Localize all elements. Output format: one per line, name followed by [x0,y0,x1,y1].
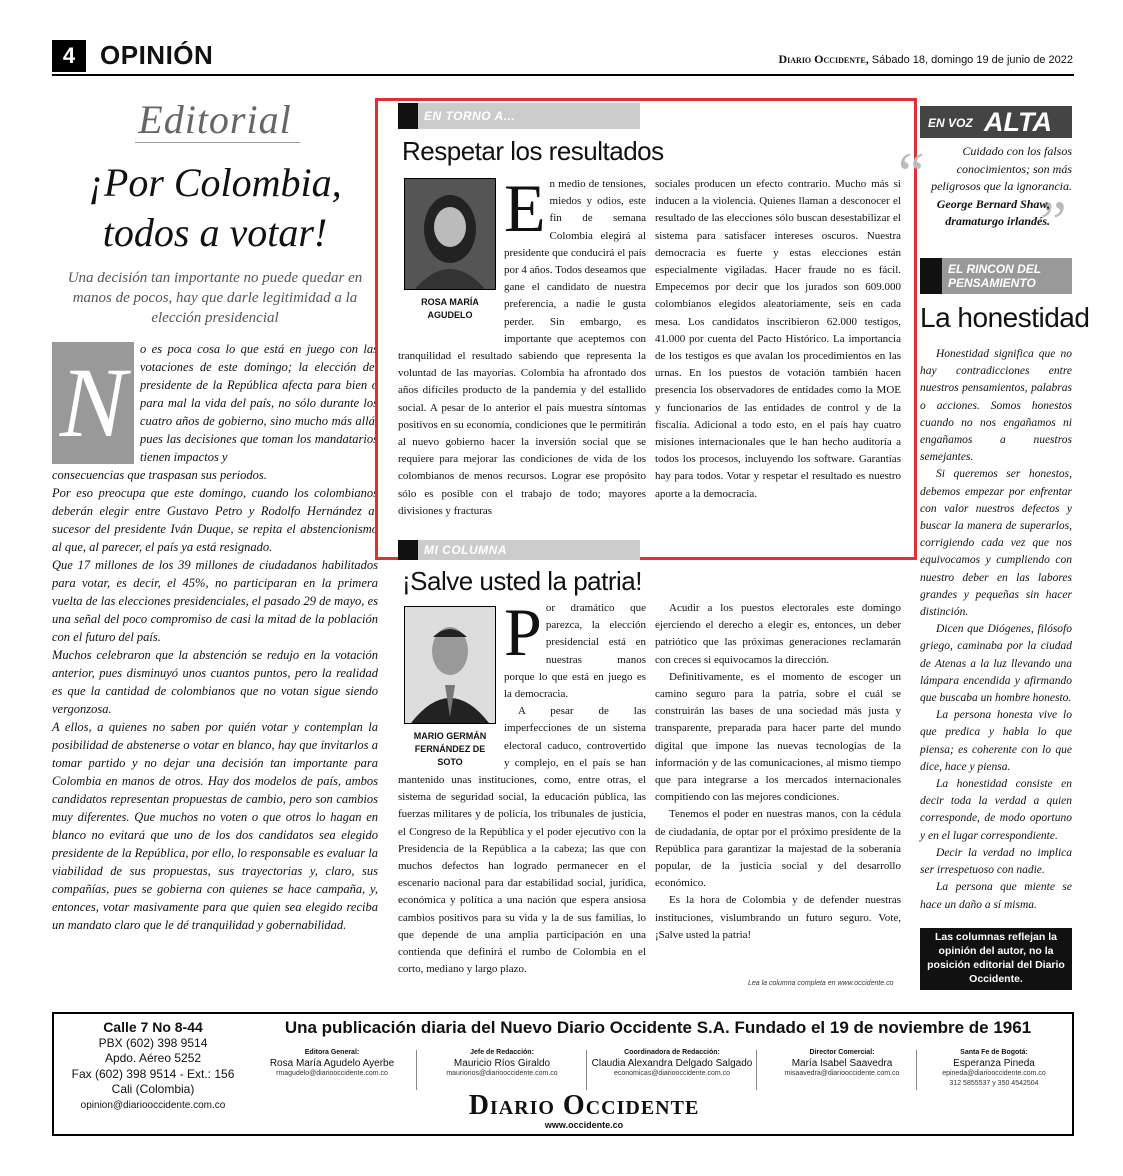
city: Cali (Colombia) [111,1082,195,1096]
quote-text: Cuidado con los falsos conocimientos; son más peligrosos que la ignorancia. [931,144,1072,193]
issue-date: Sábado 18, domingo 19 de junio de 2022 [868,54,1073,66]
band-label: EL RINCON DEL PENSAMIENTO [948,262,1041,290]
staff-role: Jefe de Redacción: [470,1049,534,1056]
sidebar-paragraph: La persona que miente se hace un daño a sí misma. [920,881,1072,911]
footer-logo: Diario Occidente [468,1090,700,1121]
editorial-title: ¡Por Colombia, todos a votar! [88,160,342,255]
rincon-band [920,258,1072,294]
drop-cap: E [504,170,546,246]
staff-role: Editora General: [304,1049,360,1056]
column-text: Acudir a los puestos electorales este domingo ejerciendo el derecho a elegir es, entonces, un deber patriótico que las próximas generaciones reclamarán con creces si equivocamos la dirección. [655,602,901,666]
staff-email[interactable]: epineda@diariooccidente.com.co [942,1070,1046,1077]
voz-big: ALTA [984,107,1052,137]
editorial-paragraph: consecuencias que traspasan sus periodos. [52,468,267,482]
staff-role: Coordinadora de Redacción: [624,1049,720,1056]
editorial-label: Editorial [138,97,292,142]
editorial-subtitle: Una decisión tan importante no puede quedar en manos de pocos, hay que darle legitimidad a la elección presidencial [67,270,363,326]
contact-email[interactable]: opinion@diariooccidente.com.co [80,1099,226,1111]
column1-headline: Respetar los resultados [402,136,664,166]
sidebar-paragraph: Si queremos ser honestos, debemos empezar por enfrentar con valor nuestros defectos y buscar la manera de superarlos, corrigiendo cada vez que nos equivocamos y cumpliendo con nuestro deber en las labores grandes y pequeñas sin hacer distinción. [920,468,1072,619]
disclaimer-box: Las columnas reflejan la opinión del autor, no la posición editorial del Diario Occidente. [920,928,1072,990]
sidebar-paragraph: Honestidad significa que no hay contradicciones entre nuestros pensamientos, palabras o acciones. Somos honestos cuando no nos engañamos ni engañamos a nuestros semejantes. [920,348,1072,464]
divider [756,1050,757,1090]
staff-entry [420,1048,584,1079]
sidebar-paragraph: Dicen que Diógenes, filósofo griego, caminaba por la ciudad de Atenas a la luz llevando una lámpara encendida y afirmando que buscaba un hombre honesto. [920,623,1072,705]
staff-phone: 312 5855537 y 350 4542504 [949,1080,1039,1087]
editorial-paragraph: A ellos, a quienes no saben por quién votar y contemplan la posibilidad de abstenerse o votar en blanco, hay que invitarlos a tomar partido y no dejar una decisión tan importante para Colombia en manos de otros. Hay dos modelos de país, ambos candidatos representan propuestas de cambio, pero son cambios muy diferentes. Que muchos no voten o que otros lo hagan en blanco no evitará que uno de los dos candidatos sea elegido presidente de la República, por ello, lo responsable es evaluar la viabilidad de sus propuestas, sus trayectorias y, claro, sus compañías, pues se gobierna con quienes se hace campaña, y, entonces, votar masivamente para que quien sea elegido reciba un mandato claro que le dé tranquilidad y gobernabilidad. [52,720,378,932]
dateline [778,52,1073,67]
apdo: Apdo. Aéreo 5252 [104,1051,202,1065]
paper-name: Diario Occidente, [778,52,869,66]
footer-website[interactable]: www.occidente.co [544,1120,624,1130]
editorial-paragraph: o es poca cosa lo que está en juego con las votaciones de este domingo; la elección del presidente de la República afecta para bien o para mal la vida del país, no sólo durante los cuatro años de gobierno, sino mucho más allá, pues las decisiones que toman los mandatarios tienen impactos y [140,342,378,464]
voz-alta-band [920,106,1072,138]
staff-email[interactable]: economicas@diariooccidente.com.co [613,1070,731,1077]
column-text: A pesar de las imperfecciones de un sistema electoral caduco, controvertido y complejo, en el país se han mantenido unas instituciones, como, entre otras, el sistema de seguridad social, la educación pública, las fuerzas militares y de policía, los tribunales de justicia, el Congreso de la República y el poder ejecutivo con la Presidencia de la República a la cabeza; las que con muchos defectos han logrado permanecer en el escenario nacional para dar estabilidad social, jurídica, económica y política a una nación que espera ansiosa cambios positivos para su vida y la de sus familias, lo que depende de una amplia participación en una contienda que definirá el rumbo de Colombia en el corto, mediano y largo plazo. [398,705,646,976]
staff-name: Rosa María Agudelo Ayerbe [269,1058,395,1069]
editorial-paragraph: Que 17 millones de los 39 millones de ciudadanos habilitados para votar, es decir, el 45%, no participaran en la primera vuelta de las elecciones presidenciales, el pasado 29 de mayo, es una señal del poco compromiso de casi la mitad de la población con el futuro del país. [52,558,378,644]
sidebar-body [920,346,1072,914]
staff-email[interactable]: misaavedra@diariooccidente.com.co [784,1070,900,1077]
staff-email[interactable]: mauriorios@diariooccidente.com.co [446,1070,558,1077]
column2-headline: ¡Salve usted la patria! [402,566,642,596]
staff-entry [760,1048,924,1079]
staff-role: Santa Fe de Bogotá: [960,1049,1028,1056]
editorial-paragraph: Muchos celebraron que la abstención se redujo en la votación anterior, pues disminuyó unos cuantos puntos, pero la realidad es que la cantidad de colombianos que no votan sigue siendo vergonzosa. [52,648,378,716]
column-text: Es la hora de Colombia y de defender nuestras instituciones, vislumbrando un futuro seguro. Vote, ¡Salve usted la patria! [655,894,901,941]
photo-spacer [398,176,504,336]
band-label: EN TORNO A... [424,109,516,123]
contact-block [58,1020,248,1113]
staff-entry [914,1048,1074,1089]
staff-entry [590,1048,754,1079]
column-footnote: Lea la columna completa en www.occidente.co [748,980,894,987]
column-text: or dramático que parezca, la elección presidencial está en nuestras manos porque lo que está en juego es la democracia. [504,602,646,701]
editorial-paragraph: Por eso preocupa que este domingo, cuando los colombianos deberán elegir entre Gustavo Petro y Rodolfo Hernández al sucesor del presidente Iván Duque, se repita el abstencionismo al que, al parecer, el país ya está resignado. [52,486,378,554]
staff-name: María Isabel Saavedra [791,1058,893,1069]
column-text: Tenemos el poder en nuestras manos, con la cédula de ciudadanía, de optar por el próximo presidente de la República para garantizar la majestad de la soberanía popular, de la justicia social y del desarrollo económico. [655,808,901,890]
staff-role: Director Comercial: [809,1049,875,1056]
staff-entry [250,1048,414,1079]
fax: Fax (602) 398 9514 - Ext.: 156 [71,1066,235,1081]
close-quote-icon: ” [1040,189,1067,255]
column1-text-a [398,170,647,520]
column-text: Definitivamente, es el momento de escoger un camino seguro para la patria, sobre el cuál se construirán las bases de una sociedad más justa y transparente, preparada para hacer parte del mundo digital que impone las nuevas tecnologías de la información y de las comunicaciones, al mismo tiempo que para integrarse a los mercados internacionales compitiendo con las mejores condiciones. [655,670,901,804]
quote-author: George Bernard Shaw, dramaturgo irlandés. [936,196,1050,228]
editorial-drop-cap: N [52,342,134,464]
quote-block [930,143,1072,231]
staff-name: Esperanza Pineda [953,1058,1035,1069]
column2-text-a [398,594,646,978]
sidebar-paragraph: La persona honesta vive lo que predica y habla lo que piensa; es coherente con lo que dice, hace y piensa. [920,709,1072,773]
author-caption: ROSA MARÍA AGUDELO [421,297,479,320]
column-band-mi-columna [398,540,640,560]
staff-email[interactable]: rmagudelo@diariooccidente.com.co [276,1070,388,1077]
editorial-body [52,466,378,934]
sidebar-title: La honestidad [920,302,1090,333]
staff-name: Mauricio Ríos Giraldo [453,1058,551,1069]
divider [586,1050,587,1090]
column1-text-b: sociales producen un efecto contrario. Mucho más si inducen a la violencia. Quienes llaman a desconocer el resultado de las elecciones sólo buscan desestabilizar el sistema para satisfacer intereses oscuros. Nuestra democracia es fuerte y estas elecciones están especialmente vigiladas. Hacer fraude no es fácil. Empecemos por decir que los jurados son 609.000 colombianos elegidos aleatoriamente, seis en cada mesa. Los candidatos inscribieron 62.000 testigos, 41.000 por cuenta del Pacto Histórico. La importancia de los testigos es que avalan los procedimientos en las urnas. En los puestos de votación también hacen presencia los observadores de entidades como la MOE y funcionarios de las entidades de control y de la fiscalía. Adicional a todo esto, en el país hay cuatro misiones internacionales que le han hecho auditoría a todos los procesos, incluyendo los software. Garantías hay para todos. Votar y respetar el resultado es nuestro aporte a la democracia. [655,178,901,500]
band-label: MI COLUMNA [424,543,507,557]
sidebar-paragraph: La honestidad consiste en decir toda la verdad a quien corresponde, de modo oportuno y en el lugar correspondiente. [920,778,1072,842]
divider [416,1050,417,1090]
open-quote-icon: “ [898,141,925,207]
section-title: OPINIÓN [100,40,214,70]
voz-small: EN VOZ [928,116,973,130]
pbx: PBX (602) 398 9514 [98,1035,208,1050]
staff-name: Claudia Alexandra Delgado Salgado [591,1058,753,1069]
column-text: n medio de tensiones, miedos y odios, este fin de semana Colombia elegirá al presidente que conducirá el país por 4 años. Todos deseamos que gane el candidato de nuestra preferencia, a nadie le gusta perder. Sin embargo, es importante que aceptemos con tranquilidad el resultado sabiendo que representa la voluntad de las mayorías. Colombia ha afrontado dos años difíciles producto de la pandemia y del estallido social. A pesar de lo anterior el país muestra síntomas positivos en su economía, condiciones que le permitirán al nuevo gobierno hacer la inversión social que se requiere para mejorar las condiciones de vida de los colombianos de menos recursos. Lograr ese propósito sólo es posible con el trabajo de todo; mayores divisiones y fracturas [398,178,647,517]
page-number: 4 [52,40,86,72]
address: Calle 7 No 8-44 [103,1019,203,1035]
author-caption: MARIO GERMÁN FERNÁNDEZ DE SOTO [413,731,487,767]
editorial-divider [135,142,300,143]
column2-text-b [655,600,901,944]
header-rule [52,74,1074,76]
drop-cap: P [504,594,542,670]
photo-spacer [398,600,504,766]
masthead-footer [52,1012,1074,1136]
sidebar-paragraph: Decir la verdad no implica ser irrespetuoso con nadie. [920,846,1072,877]
column-band-en-torno [398,103,640,129]
footer-tagline: Una publicación diaria del Nuevo Diario Occidente S.A. Fundado el 19 de noviembre de 1961 [284,1018,1032,1037]
